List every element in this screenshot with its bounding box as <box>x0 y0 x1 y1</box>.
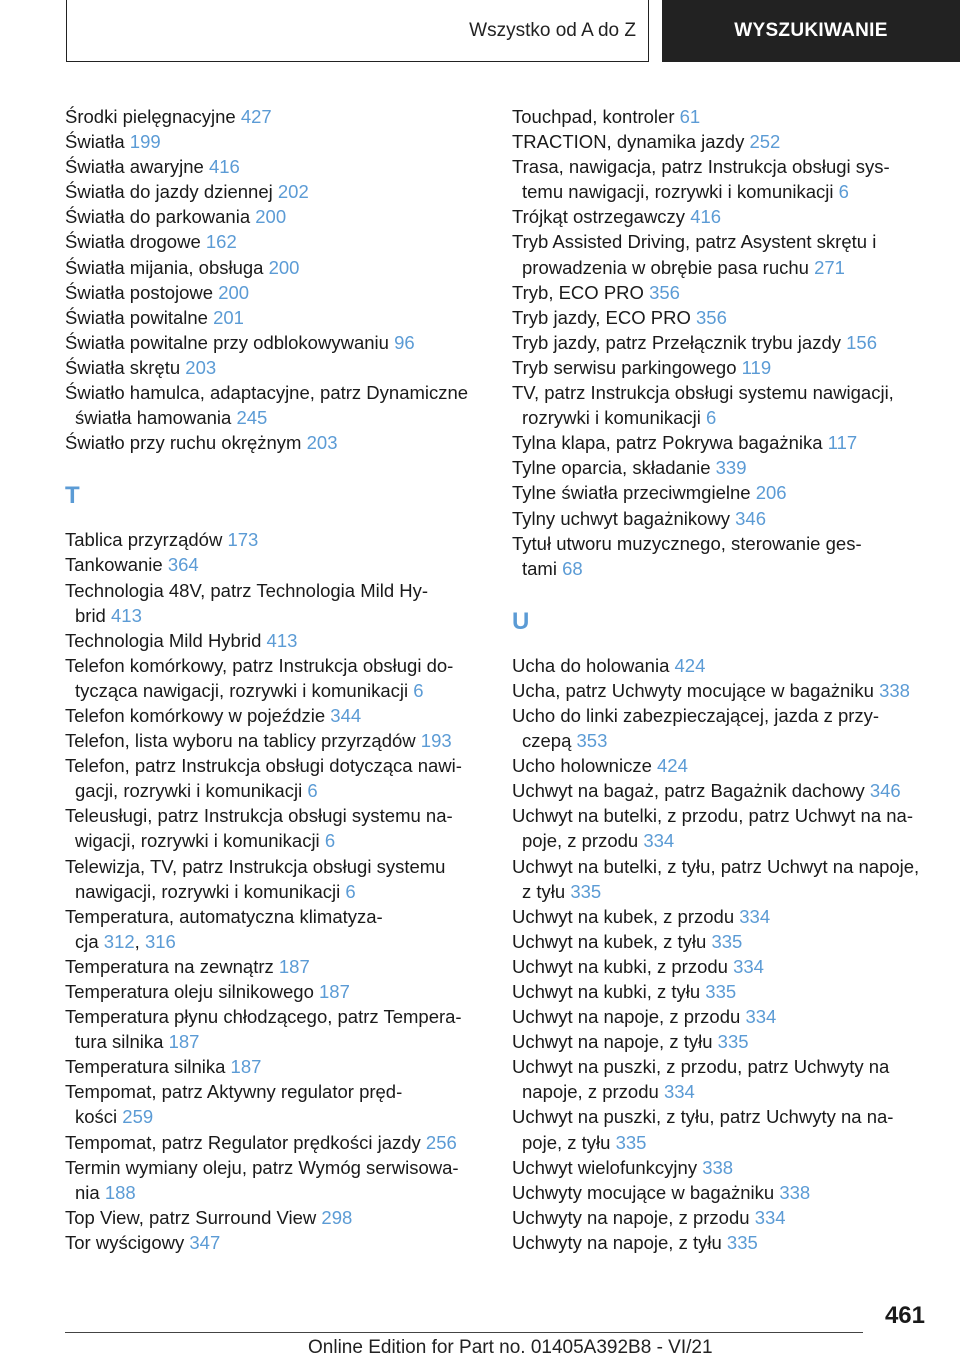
index-entry-term: Uchwyt na puszki, z przodu, patrz Uchwyty na napoje, z przodu <box>512 1056 890 1103</box>
page-reference-link[interactable]: 203 <box>185 356 217 378</box>
page-reference-link[interactable]: 200 <box>218 281 250 303</box>
index-entry <box>512 1180 937 1205</box>
index-entry-term: Światła <box>65 131 130 153</box>
page-reference-link[interactable]: 202 <box>277 181 309 203</box>
page-reference-link[interactable]: 156 <box>846 331 878 353</box>
index-entry <box>512 1054 937 1104</box>
index-entry <box>512 1155 937 1180</box>
search-tab-label: WYSZUKIWANIE <box>734 20 888 41</box>
page-reference-link[interactable]: 416 <box>690 206 722 228</box>
index-entry-term: Ucha, patrz Uchwyty mocujące w bagażniku <box>512 679 880 701</box>
index-entry-term: Tryb jazdy, patrz Przełącznik trybu jazdy <box>512 331 847 353</box>
page-reference-link[interactable]: 353 <box>576 730 608 752</box>
index-entry-term: Telefon, lista wyboru na tablicy przyrządów <box>65 730 421 752</box>
index-entry <box>65 1079 485 1129</box>
index-entry-term: Tankowanie <box>65 554 168 576</box>
page-reference-link[interactable]: 427 <box>240 106 272 127</box>
index-entry-term: Światła awaryjne <box>65 156 209 178</box>
index-entry <box>65 703 485 728</box>
index-entry <box>512 380 937 430</box>
index-entry <box>512 1029 937 1054</box>
page-header <box>0 0 960 66</box>
page-number: 461 <box>884 1302 925 1329</box>
index-entry-term: Uchwyt na napoje, z tyłu <box>512 1031 718 1053</box>
page-reference-link[interactable]: 338 <box>779 1181 811 1203</box>
index-entry <box>65 1004 485 1054</box>
page-reference-link[interactable]: 356 <box>696 306 727 328</box>
page-reference-link[interactable]: 298 <box>321 1206 353 1228</box>
index-entry <box>512 1104 937 1154</box>
page-reference-link[interactable]: 347 <box>189 1231 221 1253</box>
page-reference-link[interactable]: 6 <box>838 181 849 203</box>
index-entry-term: Światła postojowe <box>65 281 219 303</box>
index-entry <box>512 455 937 480</box>
index-entry-term: Ucho holownicze <box>512 755 657 777</box>
index-entry <box>512 979 937 1004</box>
index-entry-term: Światła do jazdy dziennej <box>65 181 278 203</box>
index-entry <box>65 728 485 753</box>
index-entry <box>65 803 485 853</box>
index-entry <box>65 628 485 653</box>
index-entry <box>65 330 485 355</box>
page-reference-link[interactable]: 338 <box>879 679 910 701</box>
index-entry-term: Telefon, patrz Instrukcja obsługi dotycząca nawi‐ gacji, rozrywki i komunikacji <box>65 755 462 802</box>
index-entry-term: Touchpad, kontroler <box>512 106 680 127</box>
index-entry <box>512 506 937 531</box>
index-entry-term: Temperatura płynu chłodzącego, patrz Tempera‐ tura silnika <box>65 1006 462 1053</box>
index-entry-term: Telewizja, TV, patrz Instrukcja obsługi systemu nawigacji, rozrywki i komunikacji <box>65 855 446 902</box>
index-entry <box>512 653 937 678</box>
index-entry-term: Tryb, ECO PRO <box>512 281 650 303</box>
page-reference-link[interactable]: 173 <box>227 529 259 551</box>
page-reference-link[interactable]: 187 <box>319 981 350 1002</box>
index-entry-term: Światło przy ruchu okrężnym <box>65 432 307 454</box>
index-entry-term: Tylny uchwyt bagażnikowy <box>512 507 736 529</box>
page-reference-link[interactable]: 271 <box>814 256 845 278</box>
page-reference-link[interactable]: 334 <box>663 1081 695 1103</box>
index-entry <box>512 1004 937 1029</box>
page-reference-link[interactable]: 6 <box>307 780 318 802</box>
index-entry <box>512 703 937 753</box>
index-entry-term: Trasa, nawigacja, patrz Instrukcja obsługi sys‐ temu nawigacji, rozrywki i komunikacji <box>512 156 890 203</box>
index-entry <box>512 803 937 853</box>
index-entry-term: Temperatura na zewnątrz <box>65 955 279 977</box>
index-entry-term: Technologia Mild Hybrid <box>65 629 267 651</box>
index-entry <box>512 104 937 129</box>
index-entry <box>65 753 485 803</box>
index-entry-term: Światła drogowe <box>65 231 206 253</box>
page-reference-link[interactable]: 364 <box>167 554 199 576</box>
index-entry <box>65 380 485 430</box>
index-entry <box>65 355 485 380</box>
page-reference-link[interactable]: 61 <box>679 106 701 127</box>
page-reference-link[interactable]: 6 <box>413 679 424 701</box>
index-entry-term: Światła powitalne przy odblokowywaniu <box>65 331 395 353</box>
index-entry <box>65 280 485 305</box>
index-entry <box>65 1205 485 1230</box>
index-entry-term: Uchwyt na kubek, z tyłu <box>512 930 712 952</box>
index-entry-term: Technologia 48V, patrz Technologia Mild Hy‐ brid <box>65 579 429 626</box>
index-entry-term: Światła skrętu <box>65 356 186 378</box>
page-reference-link[interactable]: 312 <box>103 930 135 952</box>
page-reference-link[interactable]: 416 <box>208 156 240 178</box>
page-reference-link[interactable]: 199 <box>129 131 161 153</box>
index-entry <box>512 355 937 380</box>
index-entry <box>65 578 485 628</box>
index-entry-term: Tylne światła przeciwmgielne <box>512 482 756 504</box>
index-entry-term: Top View, patrz Surround View <box>65 1206 322 1228</box>
index-entry <box>512 480 937 505</box>
page-reference-link[interactable]: 346 <box>869 780 901 802</box>
page-reference-link[interactable]: 344 <box>330 704 362 726</box>
index-entry <box>65 255 485 280</box>
index-entry <box>65 527 485 552</box>
index-entry <box>512 904 937 929</box>
index-entry-term: Tempomat, patrz Aktywny regulator pręd‐ kości <box>65 1081 403 1128</box>
index-entry-term: Ucho do linki zabezpieczającej, jazda z przy‐ czepą <box>512 704 880 752</box>
page-reference-link[interactable]: 162 <box>205 231 237 253</box>
index-entry-term: Uchwyt na butelki, z przodu, patrz Uchwyt na na‐ poje, z przodu <box>512 805 914 852</box>
page-reference-link[interactable]: 334 <box>733 955 764 977</box>
index-entry-term: Uchwyt na butelki, z tyłu, patrz Uchwyt na napoje, z tyłu <box>512 855 920 902</box>
index-column-left <box>65 104 485 1255</box>
page-reference-link[interactable]: 200 <box>268 256 300 278</box>
index-entry-term: Telefon komórkowy, patrz Instrukcja obsługi do‐ tycząca nawigacji, rozrywki i komunikacji <box>65 654 454 701</box>
page-reference-link[interactable]: 193 <box>420 730 452 752</box>
index-entry-term: Tryb jazdy, ECO PRO <box>512 306 697 328</box>
index-entry-term: Tylne oparcia, składanie <box>512 457 716 479</box>
index-entry <box>65 1054 485 1079</box>
section-tab-label: Wszystko od A do Z <box>469 19 636 41</box>
page-reference-link[interactable]: 334 <box>643 830 675 852</box>
page-reference-link[interactable]: 117 <box>827 432 858 454</box>
index-entry-term: Ucha do holowania <box>512 654 675 676</box>
page-reference-link[interactable]: 252 <box>749 131 781 153</box>
index-entry-term: Temperatura oleju silnikowego <box>65 981 319 1002</box>
page-reference-link[interactable]: 6 <box>345 880 356 902</box>
index-entry <box>65 1230 485 1255</box>
index-entry-term: TV, patrz Instrukcja obsługi systemu nawigacji, rozrywki i komunikacji <box>512 382 894 429</box>
index-entry <box>65 954 485 979</box>
index-entry <box>512 229 937 279</box>
page-reference-link[interactable]: 6 <box>324 830 336 852</box>
page-reference-link[interactable]: 259 <box>122 1106 154 1128</box>
index-entry-term: Uchwyty mocujące w bagażniku <box>512 1181 780 1203</box>
page-reference-link[interactable]: 200 <box>255 206 287 228</box>
index-entry-term: Uchwyt na kubek, z przodu <box>512 905 740 927</box>
index-entry-term: Temperatura, automatyczna klimatyza‐ cja <box>65 905 383 952</box>
page-reference-link[interactable]: 203 <box>306 432 338 454</box>
index-entry <box>65 179 485 204</box>
page-reference-link[interactable]: 335 <box>717 1031 749 1053</box>
page-reference-link[interactable]: 413 <box>266 629 298 651</box>
index-entry <box>65 979 485 1004</box>
page-reference-link[interactable]: 245 <box>236 407 268 429</box>
index-entry <box>512 531 937 581</box>
page-reference-link[interactable]: 206 <box>755 482 787 504</box>
index-letter-heading: U <box>512 607 530 635</box>
page-reference-link[interactable]: 6 <box>706 407 717 429</box>
page-reference-link[interactable]: 187 <box>278 955 310 977</box>
index-entry <box>65 129 485 154</box>
index-entry <box>65 1155 485 1205</box>
index-entry <box>512 305 937 330</box>
page-reference-link[interactable]: 356 <box>649 281 680 303</box>
index-letter-heading: T <box>65 482 80 510</box>
index-entry-term: Światła mijania, obsługa <box>65 256 269 278</box>
index-entry <box>512 678 937 703</box>
index-entry-term: Tor wyścigowy <box>65 1231 190 1253</box>
index-entry <box>512 330 937 355</box>
page-reference-link[interactable]: 188 <box>104 1181 136 1203</box>
index-entry <box>65 229 485 254</box>
index-entry <box>512 204 937 229</box>
index-entry <box>65 854 485 904</box>
page-reference-link[interactable]: 334 <box>754 1206 786 1228</box>
index-entry-term: Uchwyt na kubki, z tyłu <box>512 981 706 1002</box>
section-tab[interactable] <box>66 0 649 62</box>
index-entry <box>65 430 485 455</box>
page-reference-link[interactable]: 316 <box>144 930 176 952</box>
page-reference-link[interactable]: 201 <box>213 306 244 328</box>
page-reference-link[interactable]: 256 <box>425 1131 457 1153</box>
index-entry-term: Tytuł utworu muzycznego, sterowanie ges‐ tami <box>512 532 862 579</box>
index-entry-term: Termin wymiany oleju, patrz Wymóg serwisowa‐ nia <box>65 1156 459 1203</box>
index-entry-term: Trójkąt ostrzegawczy <box>512 206 691 228</box>
index-column-right <box>512 104 937 1255</box>
page-reference-link[interactable]: 424 <box>674 654 706 676</box>
index-entry <box>65 653 485 703</box>
index-entry-term: Uchwyt na puszki, z tyłu, patrz Uchwyty na na‐ poje, z tyłu <box>512 1106 894 1153</box>
page-reference-link[interactable]: 339 <box>715 457 747 479</box>
page-reference-link[interactable]: 68 <box>562 557 583 579</box>
index-entry-term: Uchwyty na napoje, z tyłu <box>512 1231 727 1253</box>
index-entry-term: Uchwyt na napoje, z przodu <box>512 1006 746 1028</box>
index-entry-term: Światła do parkowania <box>65 206 256 228</box>
page-reference-link[interactable]: 335 <box>711 930 743 952</box>
index-entry-term: Teleusługi, patrz Instrukcja obsługi systemu na‐ wigacji, rozrywki i komunikacji <box>65 805 453 852</box>
index-entry <box>65 305 485 330</box>
index-entry <box>512 1230 937 1255</box>
page-reference-link[interactable]: 119 <box>741 356 772 378</box>
edition-text: Online Edition for Part no. 01405A392B8 - VI/21 <box>308 1337 713 1358</box>
index-entry-term: Tempomat, patrz Regulator prędkości jazdy <box>65 1131 426 1153</box>
index-entry-term: Tryb Assisted Driving, patrz Asystent skrętu i prowadzenia w obrębie pasa ruchu <box>512 231 877 278</box>
search-tab[interactable] <box>662 0 960 62</box>
index-entry-term: Temperatura silnika <box>65 1056 231 1078</box>
page-reference-link[interactable]: 335 <box>726 1231 758 1253</box>
index-entry <box>512 1205 937 1230</box>
index-entry-term: TRACTION, dynamika jazdy <box>512 131 750 153</box>
index-entry-term: Środki pielęgnacyjne <box>65 106 241 127</box>
page-reference-link[interactable]: 413 <box>111 604 142 626</box>
index-entry-term: Uchwyt wielofunkcyjny <box>512 1156 703 1178</box>
index-entry-term: Telefon komórkowy w pojeździe <box>65 704 331 726</box>
page-reference-link[interactable]: 335 <box>705 981 737 1002</box>
index-entry <box>65 104 485 129</box>
index-entry: Temperatura, automatyczna klimatyza‐ cja 312, 316 <box>65 905 383 952</box>
index-entry <box>65 204 485 229</box>
index-entry <box>512 778 937 803</box>
index-entry <box>512 154 937 204</box>
index-entry-term: Światła powitalne <box>65 306 214 328</box>
page-reference-link[interactable]: 334 <box>739 905 771 927</box>
index-entry <box>65 154 485 179</box>
index-entry <box>512 954 937 979</box>
index-entry-term: Światło hamulca, adaptacyjne, patrz Dynamiczne światła hamowania <box>65 382 469 429</box>
index-entry <box>512 854 937 904</box>
index-entry-term: Tylna klapa, patrz Pokrywa bagażnika <box>512 432 828 454</box>
page-reference-link[interactable]: 335 <box>570 880 602 902</box>
page-reference-link[interactable]: 334 <box>745 1006 777 1028</box>
index-entry <box>512 430 937 455</box>
index-entry-term: Tablica przyrządów <box>65 529 228 551</box>
index-entry-term: Uchwyt na bagaż, patrz Bagażnik dachowy <box>512 780 870 802</box>
index-entry <box>512 929 937 954</box>
page-reference-link[interactable]: 346 <box>735 507 767 529</box>
index-entry <box>65 1130 485 1155</box>
page-reference-link[interactable]: 335 <box>615 1131 647 1153</box>
footer-divider <box>65 1332 863 1333</box>
index-entry <box>512 753 937 778</box>
index-entry <box>512 280 937 305</box>
index-entry-term: Uchwyty na napoje, z przodu <box>512 1206 755 1228</box>
index-entry-term: Tryb serwisu parkingowego <box>512 356 742 378</box>
page-reference-link[interactable]: 187 <box>168 1031 200 1053</box>
page-reference-link[interactable]: 96 <box>394 331 415 353</box>
page-reference-link[interactable]: 187 <box>230 1056 262 1078</box>
index-entry <box>65 552 485 577</box>
index-entry <box>512 129 937 154</box>
page-reference-link[interactable]: 338 <box>702 1156 734 1178</box>
index-entry-term: Uchwyt na kubki, z przodu <box>512 955 734 977</box>
page-reference-link[interactable]: 424 <box>657 755 688 777</box>
